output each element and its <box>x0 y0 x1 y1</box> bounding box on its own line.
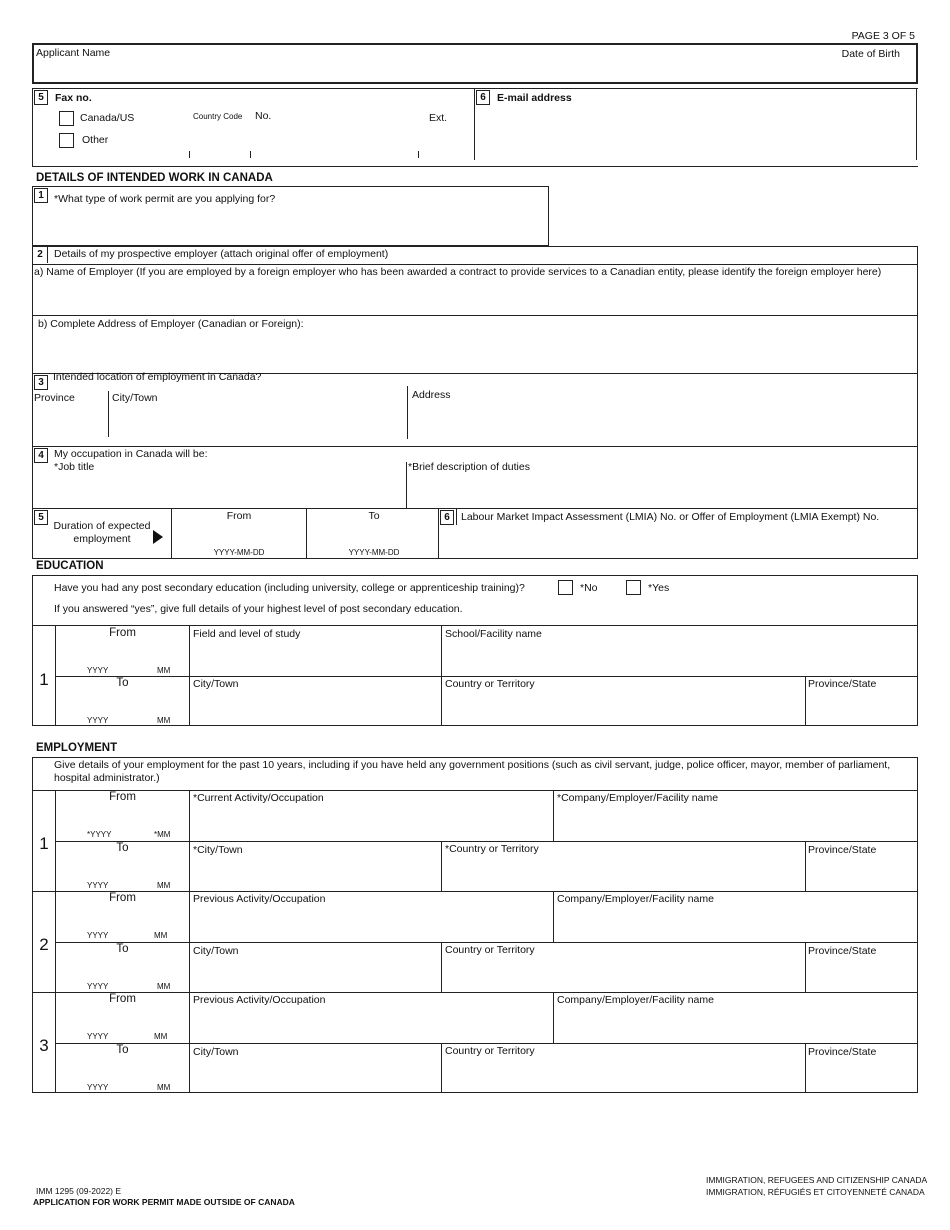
education-instruction: If you answered “yes”, give full details of your highest level of post secondary education. <box>54 603 463 615</box>
department-english: IMMIGRATION, REFUGEES AND CITIZENSHIP CANADA <box>706 1175 928 1185</box>
fax-number-badge: 5 <box>34 90 48 105</box>
education-province-input[interactable] <box>808 693 914 723</box>
employment-from-date-input[interactable] <box>58 806 186 828</box>
employment-province-input[interactable] <box>808 1061 914 1091</box>
applicant-header-box[interactable] <box>32 43 918 84</box>
employment-province-label: Province/State <box>808 1046 877 1058</box>
employment-city-label: *City/Town <box>193 844 243 856</box>
employment-section-title: EMPLOYMENT <box>36 742 118 754</box>
education-to-date-input[interactable] <box>58 692 186 714</box>
duties-label: *Brief description of duties <box>408 461 530 473</box>
employment-from-yyyy: *YYYY <box>87 830 112 839</box>
employment-to-label: To <box>116 1044 129 1056</box>
employment-to-label: To <box>116 943 129 955</box>
lmia-input[interactable] <box>442 528 914 556</box>
duration-to-format: YYYY-MM-DD <box>348 548 400 557</box>
employment-company-label: *Company/Employer/Facility name <box>557 792 719 804</box>
employment-city-input[interactable] <box>192 859 438 889</box>
employment-company-label: Company/Employer/Facility name <box>557 994 714 1006</box>
lmia-label: Labour Market Impact Assessment (LMIA) No. or Offer of Employment (LMIA Exempt) No. <box>461 511 880 523</box>
address-label: Address <box>412 389 451 401</box>
fax-no-label: No. <box>255 110 272 122</box>
education-from-label: From <box>109 627 136 639</box>
education-city-label: City/Town <box>193 678 239 690</box>
canada-us-label: Canada/US <box>80 112 135 124</box>
employment-city-input[interactable] <box>192 1061 438 1091</box>
arrow-right-icon <box>153 530 163 544</box>
education-from-yyyy: YYYY <box>87 666 109 675</box>
job-title-label: *Job title <box>54 461 95 473</box>
employment-activity-label: Previous Activity/Occupation <box>193 994 326 1006</box>
employment-country-label: Country or Territory <box>445 1045 535 1057</box>
education-to-label: To <box>116 677 129 689</box>
education-from-date-input[interactable] <box>58 642 186 664</box>
employment-activity-input[interactable] <box>192 1009 550 1040</box>
employment-from-mm: MM <box>154 1032 168 1041</box>
q2-badge: 2 <box>33 247 48 263</box>
employment-province-label: Province/State <box>808 844 877 856</box>
education-no-checkbox[interactable] <box>558 580 573 595</box>
employment-country-input[interactable] <box>444 859 802 889</box>
education-no-label: *No <box>580 582 598 594</box>
employment-province-label: Province/State <box>808 945 877 957</box>
fax-number-input[interactable] <box>252 140 417 158</box>
q3-badge: 3 <box>34 375 48 390</box>
education-province-label: Province/State <box>808 678 877 690</box>
email-number-badge: 6 <box>476 90 490 105</box>
location-city-input[interactable] <box>111 407 405 437</box>
employment-instruction-line1: Give details of your employment for the past 10 years, including if you have held any government positions (such as civil servant, judge, police officer, mayor, member of parliament, <box>54 759 891 771</box>
employment-to-yyyy: YYYY <box>87 982 109 991</box>
duration-label-line2: employment <box>73 533 131 545</box>
email-label: E-mail address <box>497 92 572 104</box>
employment-to-mm: MM <box>157 1083 171 1092</box>
employment-from-date-input[interactable] <box>58 1008 186 1030</box>
education-school-label: School/Facility name <box>445 628 542 640</box>
employment-province-input[interactable] <box>808 859 914 889</box>
q5-badge: 5 <box>34 510 48 525</box>
province-label: Province <box>34 392 75 404</box>
duration-from-label: From <box>226 510 252 522</box>
prospective-employer-label: Details of my prospective employer (attach original offer of employment) <box>54 248 389 260</box>
q6-badge: 6 <box>440 510 454 525</box>
employment-city-input[interactable] <box>192 960 438 990</box>
employment-from-date-input[interactable] <box>58 907 186 929</box>
education-to-mm: MM <box>157 716 171 725</box>
education-yes-label: *Yes <box>648 582 670 594</box>
education-field-label: Field and level of study <box>193 628 301 640</box>
employment-company-input[interactable] <box>556 908 914 939</box>
employment-to-date-input[interactable] <box>58 958 186 980</box>
employment-to-mm: MM <box>157 881 171 890</box>
employment-company-input[interactable] <box>556 1009 914 1040</box>
date-of-birth-label: Date of Birth <box>841 48 900 60</box>
employment-country-input[interactable] <box>444 1061 802 1091</box>
education-section-title: EDUCATION <box>36 560 104 572</box>
education-field-input[interactable] <box>192 643 438 673</box>
employment-activity-label: *Current Activity/Occupation <box>193 792 324 804</box>
location-label: Intended location of employment in Canada? <box>53 371 262 383</box>
education-country-label: Country or Territory <box>445 678 535 690</box>
employment-from-label: From <box>109 993 136 1005</box>
page-label: PAGE 3 OF 5 <box>851 30 915 42</box>
employment-city-label: City/Town <box>193 1046 239 1058</box>
ext-label: Ext. <box>429 112 448 124</box>
employment-from-mm: *MM <box>154 830 171 839</box>
education-country-input[interactable] <box>444 693 802 723</box>
fax-country-code-input[interactable] <box>190 140 248 158</box>
other-checkbox[interactable] <box>59 133 74 148</box>
duration-from-format: YYYY-MM-DD <box>213 548 265 557</box>
education-from-mm: MM <box>157 666 171 675</box>
employment-to-date-input[interactable] <box>58 857 186 879</box>
employment-to-label: To <box>116 842 129 854</box>
education-question: Have you had any post secondary education (including university, college or apprenticeship training)? <box>54 582 525 594</box>
form-code: IMM 1295 (09-2022) E <box>36 1186 122 1196</box>
employment-activity-label: Previous Activity/Occupation <box>193 893 326 905</box>
employer-address-input[interactable] <box>34 334 914 370</box>
education-yes-checkbox[interactable] <box>626 580 641 595</box>
education-school-input[interactable] <box>444 643 914 673</box>
occupation-label: My occupation in Canada will be: <box>54 448 208 460</box>
employment-from-yyyy: YYYY <box>87 1032 109 1041</box>
other-label: Other <box>82 134 109 146</box>
employment-from-label: From <box>109 791 136 803</box>
duration-label-line1: Duration of expected <box>53 520 151 532</box>
employment-from-mm: MM <box>154 931 168 940</box>
employment-row-number: 1 <box>39 834 49 853</box>
city-town-label: City/Town <box>112 392 158 404</box>
work-section-title: DETAILS OF INTENDED WORK IN CANADA <box>36 172 273 184</box>
employment-to-date-input[interactable] <box>58 1059 186 1081</box>
fax-ext-input[interactable] <box>420 140 470 158</box>
location-address-input[interactable] <box>410 404 914 440</box>
employment-row-number: 2 <box>39 935 49 954</box>
employment-company-input[interactable] <box>556 807 914 838</box>
job-title-input[interactable] <box>54 476 402 506</box>
employment-from-label: From <box>109 892 136 904</box>
employment-to-yyyy: YYYY <box>87 881 109 890</box>
employment-row-number: 3 <box>39 1036 49 1055</box>
education-city-input[interactable] <box>192 693 438 723</box>
employer-address-label: b) Complete Address of Employer (Canadian or Foreign): <box>38 318 304 330</box>
form-title: APPLICATION FOR WORK PERMIT MADE OUTSIDE OF CANADA <box>33 1197 295 1207</box>
employment-province-input[interactable] <box>808 960 914 990</box>
fax-label: Fax no. <box>55 92 92 104</box>
employment-activity-input[interactable] <box>192 807 550 838</box>
employment-country-input[interactable] <box>444 960 802 990</box>
employment-city-label: City/Town <box>193 945 239 957</box>
work-permit-type-label: *What type of work permit are you applying for? <box>54 193 276 205</box>
employment-instruction-line2: hospital administrator.) <box>54 772 160 784</box>
q4-badge: 4 <box>34 448 48 463</box>
employer-name-label: a) Name of Employer (If you are employed by a foreign employer who has been awarded a contract to provide services to a Canadian entity, please identify the foreign employer here) <box>34 266 882 278</box>
employment-company-label: Company/Employer/Facility name <box>557 893 714 905</box>
employment-to-yyyy: YYYY <box>87 1083 109 1092</box>
employment-activity-input[interactable] <box>192 908 550 939</box>
department-french: IMMIGRATION, RÉFUGIÉS ET CITOYENNETÉ CANADA <box>706 1187 925 1197</box>
duties-input[interactable] <box>410 476 914 506</box>
employment-country-label: Country or Territory <box>445 944 535 956</box>
employment-country-label: *Country or Territory <box>445 843 539 855</box>
location-province-input[interactable] <box>34 407 106 437</box>
duration-to-label: To <box>368 510 380 522</box>
q1-badge: 1 <box>34 188 48 203</box>
education-to-yyyy: YYYY <box>87 716 109 725</box>
canada-us-checkbox[interactable] <box>59 111 74 126</box>
employment-to-mm: MM <box>157 982 171 991</box>
duration-to-input[interactable] <box>309 525 437 545</box>
employment-from-yyyy: YYYY <box>87 931 109 940</box>
duration-from-input[interactable] <box>174 525 304 545</box>
employer-name-input[interactable] <box>34 282 914 312</box>
education-row-number: 1 <box>39 670 49 689</box>
country-code-label: Country Code <box>193 112 243 121</box>
email-input[interactable] <box>478 110 914 158</box>
applicant-name-label: Applicant Name <box>36 47 111 59</box>
